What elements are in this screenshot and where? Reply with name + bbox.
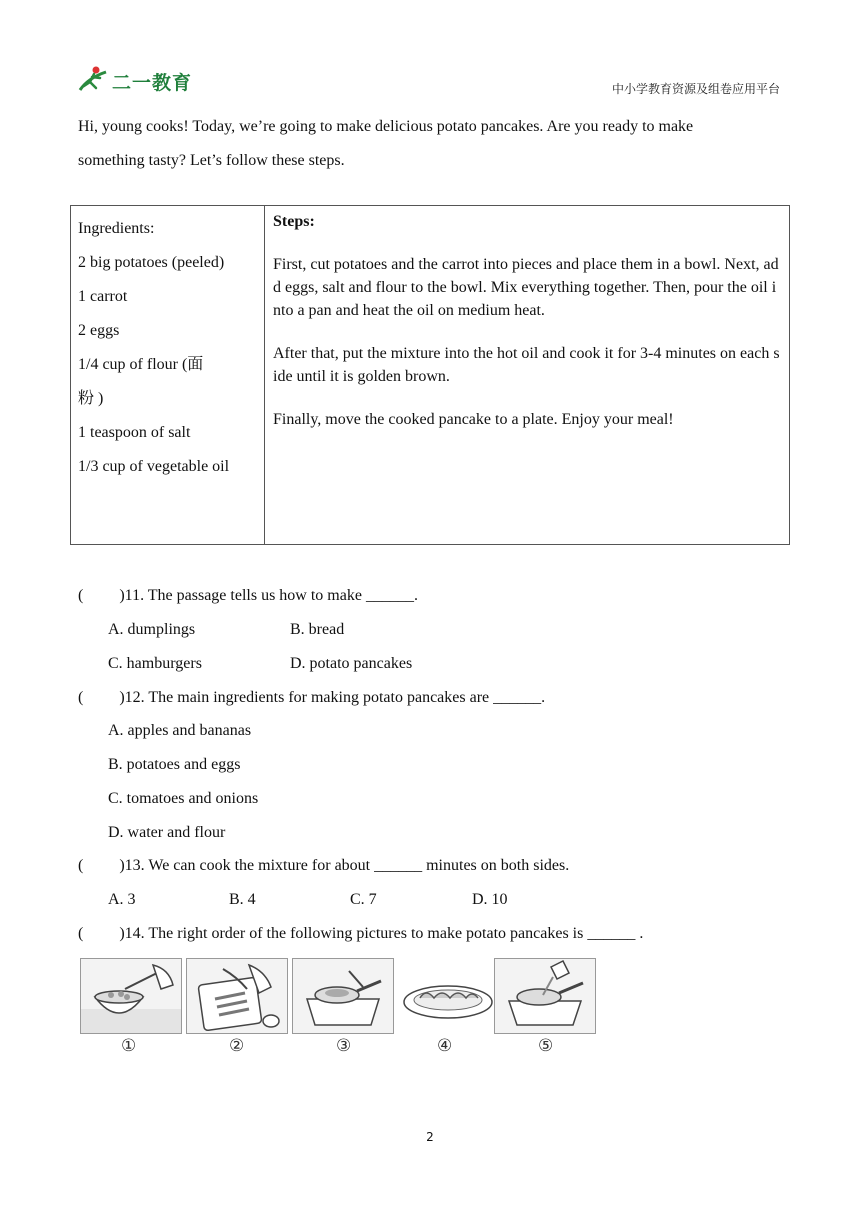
picture-label-1: ① [121,1036,137,1056]
picture-label-3: ③ [336,1036,352,1056]
intro-line-1: Hi, young cooks! Today, we’re going to make delicious potato pancakes. Are you ready to make [78,118,694,135]
ingredient-line: 1 carrot [78,288,128,305]
picture-label-5: ⑤ [538,1036,554,1056]
ingredient-line: Ingredients: [78,220,155,237]
plate-of-pancakes-icon [398,958,498,1032]
question-11: ( )11. The passage tells us how to make ______. [78,587,418,604]
step-paragraph: After that, put the mixture into the hot oil and cook it for 3-4 minutes on each side until it is golden brown. [273,345,780,385]
intro-line-2: something tasty? Let’s follow these steps. [78,152,345,169]
question-13: ( )13. We can cook the mixture for about ______ minutes on both sides. [78,857,570,874]
question-14: ( )14. The right order of the following pictures to make potato pancakes is ______ . [78,925,644,942]
option-13-b[interactable]: B. 4 [229,891,256,908]
ingredient-line: 1/3 cup of vegetable oil [78,458,230,475]
platform-name: 中小学教育资源及组卷应用平台 [611,82,780,96]
recipe-table [70,205,790,545]
intro-paragraph [78,110,778,178]
cutting-board-icon [186,958,288,1034]
frying-pan-icon [292,958,394,1034]
option-13-c[interactable]: C. 7 [350,891,377,908]
page-number: 2 [426,1130,434,1144]
option-12-b[interactable]: B. potatoes and eggs [108,756,241,773]
option-11-a[interactable]: A. dumplings [108,621,196,638]
pouring-oil-icon [494,958,596,1034]
steps-title: Steps: [273,213,315,230]
ingredient-line: 1 teaspoon of salt [78,424,191,441]
picture-label-2: ② [229,1036,245,1056]
option-11-b[interactable]: B. bread [290,621,345,638]
option-12-a[interactable]: A. apples and bananas [108,722,252,739]
mixing-bowl-icon [80,958,182,1034]
ingredient-line: 粉 ) [78,390,104,407]
option-12-d[interactable]: D. water and flour [108,824,226,841]
logo-runner-icon [76,64,110,94]
picture-label-4: ④ [437,1036,453,1056]
option-13-d[interactable]: D. 10 [472,891,508,908]
step-paragraph: Finally, move the cooked pancake to a plate. Enjoy your meal! [273,411,674,428]
ingredient-line: 2 eggs [78,322,120,339]
option-11-d[interactable]: D. potato pancakes [290,655,413,672]
option-12-c[interactable]: C. tomatoes and onions [108,790,259,807]
logo-text: 二一教育 [112,72,193,94]
option-13-a[interactable]: A. 3 [108,891,136,908]
ingredient-line: 2 big potatoes (peeled) [78,254,225,271]
ingredients-cell [71,206,265,545]
option-11-c[interactable]: C. hamburgers [108,655,202,672]
ingredient-line: 1/4 cup of flour (面 [78,356,204,373]
steps-cell [265,206,790,545]
step-paragraph: First, cut potatoes and the carrot into pieces and place them in a bowl. Next, add eggs, salt and flour to the bowl. Mix everything together. Then, pour the oil into a pan and heat the oil on medium heat. [273,256,779,319]
question-12: ( )12. The main ingredients for making potato pancakes are ______. [78,689,546,706]
